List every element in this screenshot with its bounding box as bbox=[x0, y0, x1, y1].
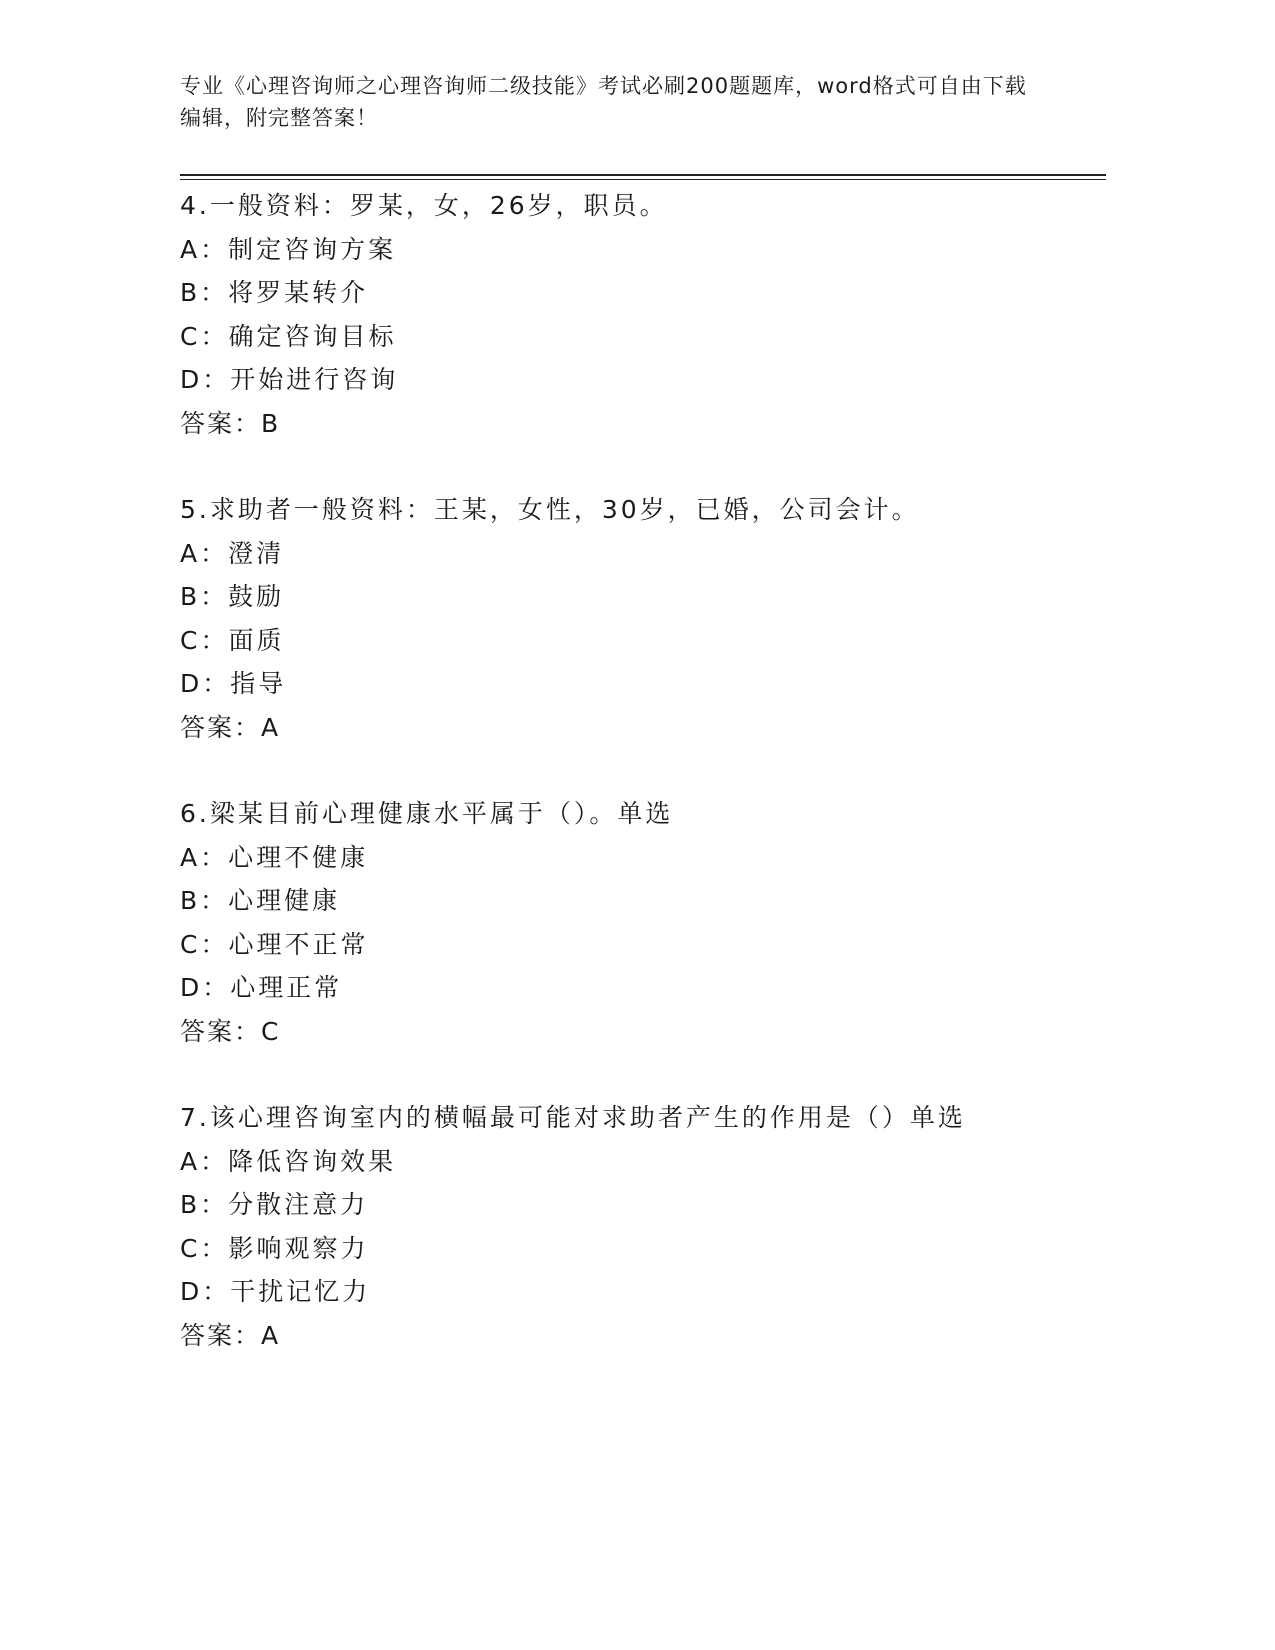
question-list bbox=[180, 184, 1106, 1400]
answer-line bbox=[180, 1010, 1106, 1054]
answer-line bbox=[180, 1314, 1106, 1358]
option-c: C：面质 bbox=[180, 625, 285, 655]
option-b: B：分散注意力 bbox=[180, 1190, 369, 1219]
question-stem: 6.梁某目前心理健康水平属于（）。单选 bbox=[180, 799, 674, 828]
option-c: C：确定咨询目标 bbox=[180, 321, 397, 351]
option-a: A：制定咨询方案 bbox=[180, 234, 397, 264]
answer-label: 答案： bbox=[180, 712, 262, 742]
answer-label: 答案： bbox=[180, 408, 262, 438]
option-c: C：影响观察力 bbox=[180, 1233, 369, 1263]
option-c: C：心理不正常 bbox=[180, 929, 369, 959]
answer-value: B bbox=[261, 408, 280, 438]
option-d: D：干扰记忆力 bbox=[180, 1277, 371, 1306]
question-item bbox=[180, 792, 1106, 1053]
option-a: A：降低咨询效果 bbox=[180, 1146, 397, 1176]
option-d: D：开始进行咨询 bbox=[180, 365, 399, 394]
answer-value: A bbox=[261, 712, 280, 742]
question-stem: 4.一般资料：罗某，女，26岁，职员。 bbox=[180, 191, 668, 220]
option-a: A：心理不健康 bbox=[180, 842, 369, 872]
answer-label: 答案： bbox=[180, 1320, 262, 1350]
question-stem: 7.该心理咨询室内的横幅最可能对求助者产生的作用是（）单选 bbox=[180, 1103, 966, 1132]
answer-value: A bbox=[261, 1320, 280, 1350]
option-b: B：鼓励 bbox=[180, 582, 285, 611]
option-a: A：澄清 bbox=[180, 538, 285, 568]
document-header: 专业《心理咨询师之心理咨询师二级技能》考试必刷200题题库，word格式可自由下载编辑，附完整答案！ bbox=[180, 74, 1027, 130]
answer-value: C bbox=[261, 1016, 280, 1046]
question-item bbox=[180, 488, 1106, 749]
question-stem: 5.求助者一般资料：王某，女性，30岁，已婚，公司会计。 bbox=[180, 495, 920, 524]
answer-line bbox=[180, 402, 1106, 446]
answer-line bbox=[180, 706, 1106, 750]
question-item bbox=[180, 1096, 1106, 1357]
header-divider-thin bbox=[180, 179, 1106, 180]
option-b: B：将罗某转介 bbox=[180, 278, 369, 307]
option-b: B：心理健康 bbox=[180, 886, 341, 915]
header-divider-thick bbox=[180, 174, 1106, 176]
option-d: D：指导 bbox=[180, 669, 287, 698]
answer-label: 答案： bbox=[180, 1016, 262, 1046]
question-item bbox=[180, 184, 1106, 445]
option-d: D：心理正常 bbox=[180, 973, 343, 1002]
